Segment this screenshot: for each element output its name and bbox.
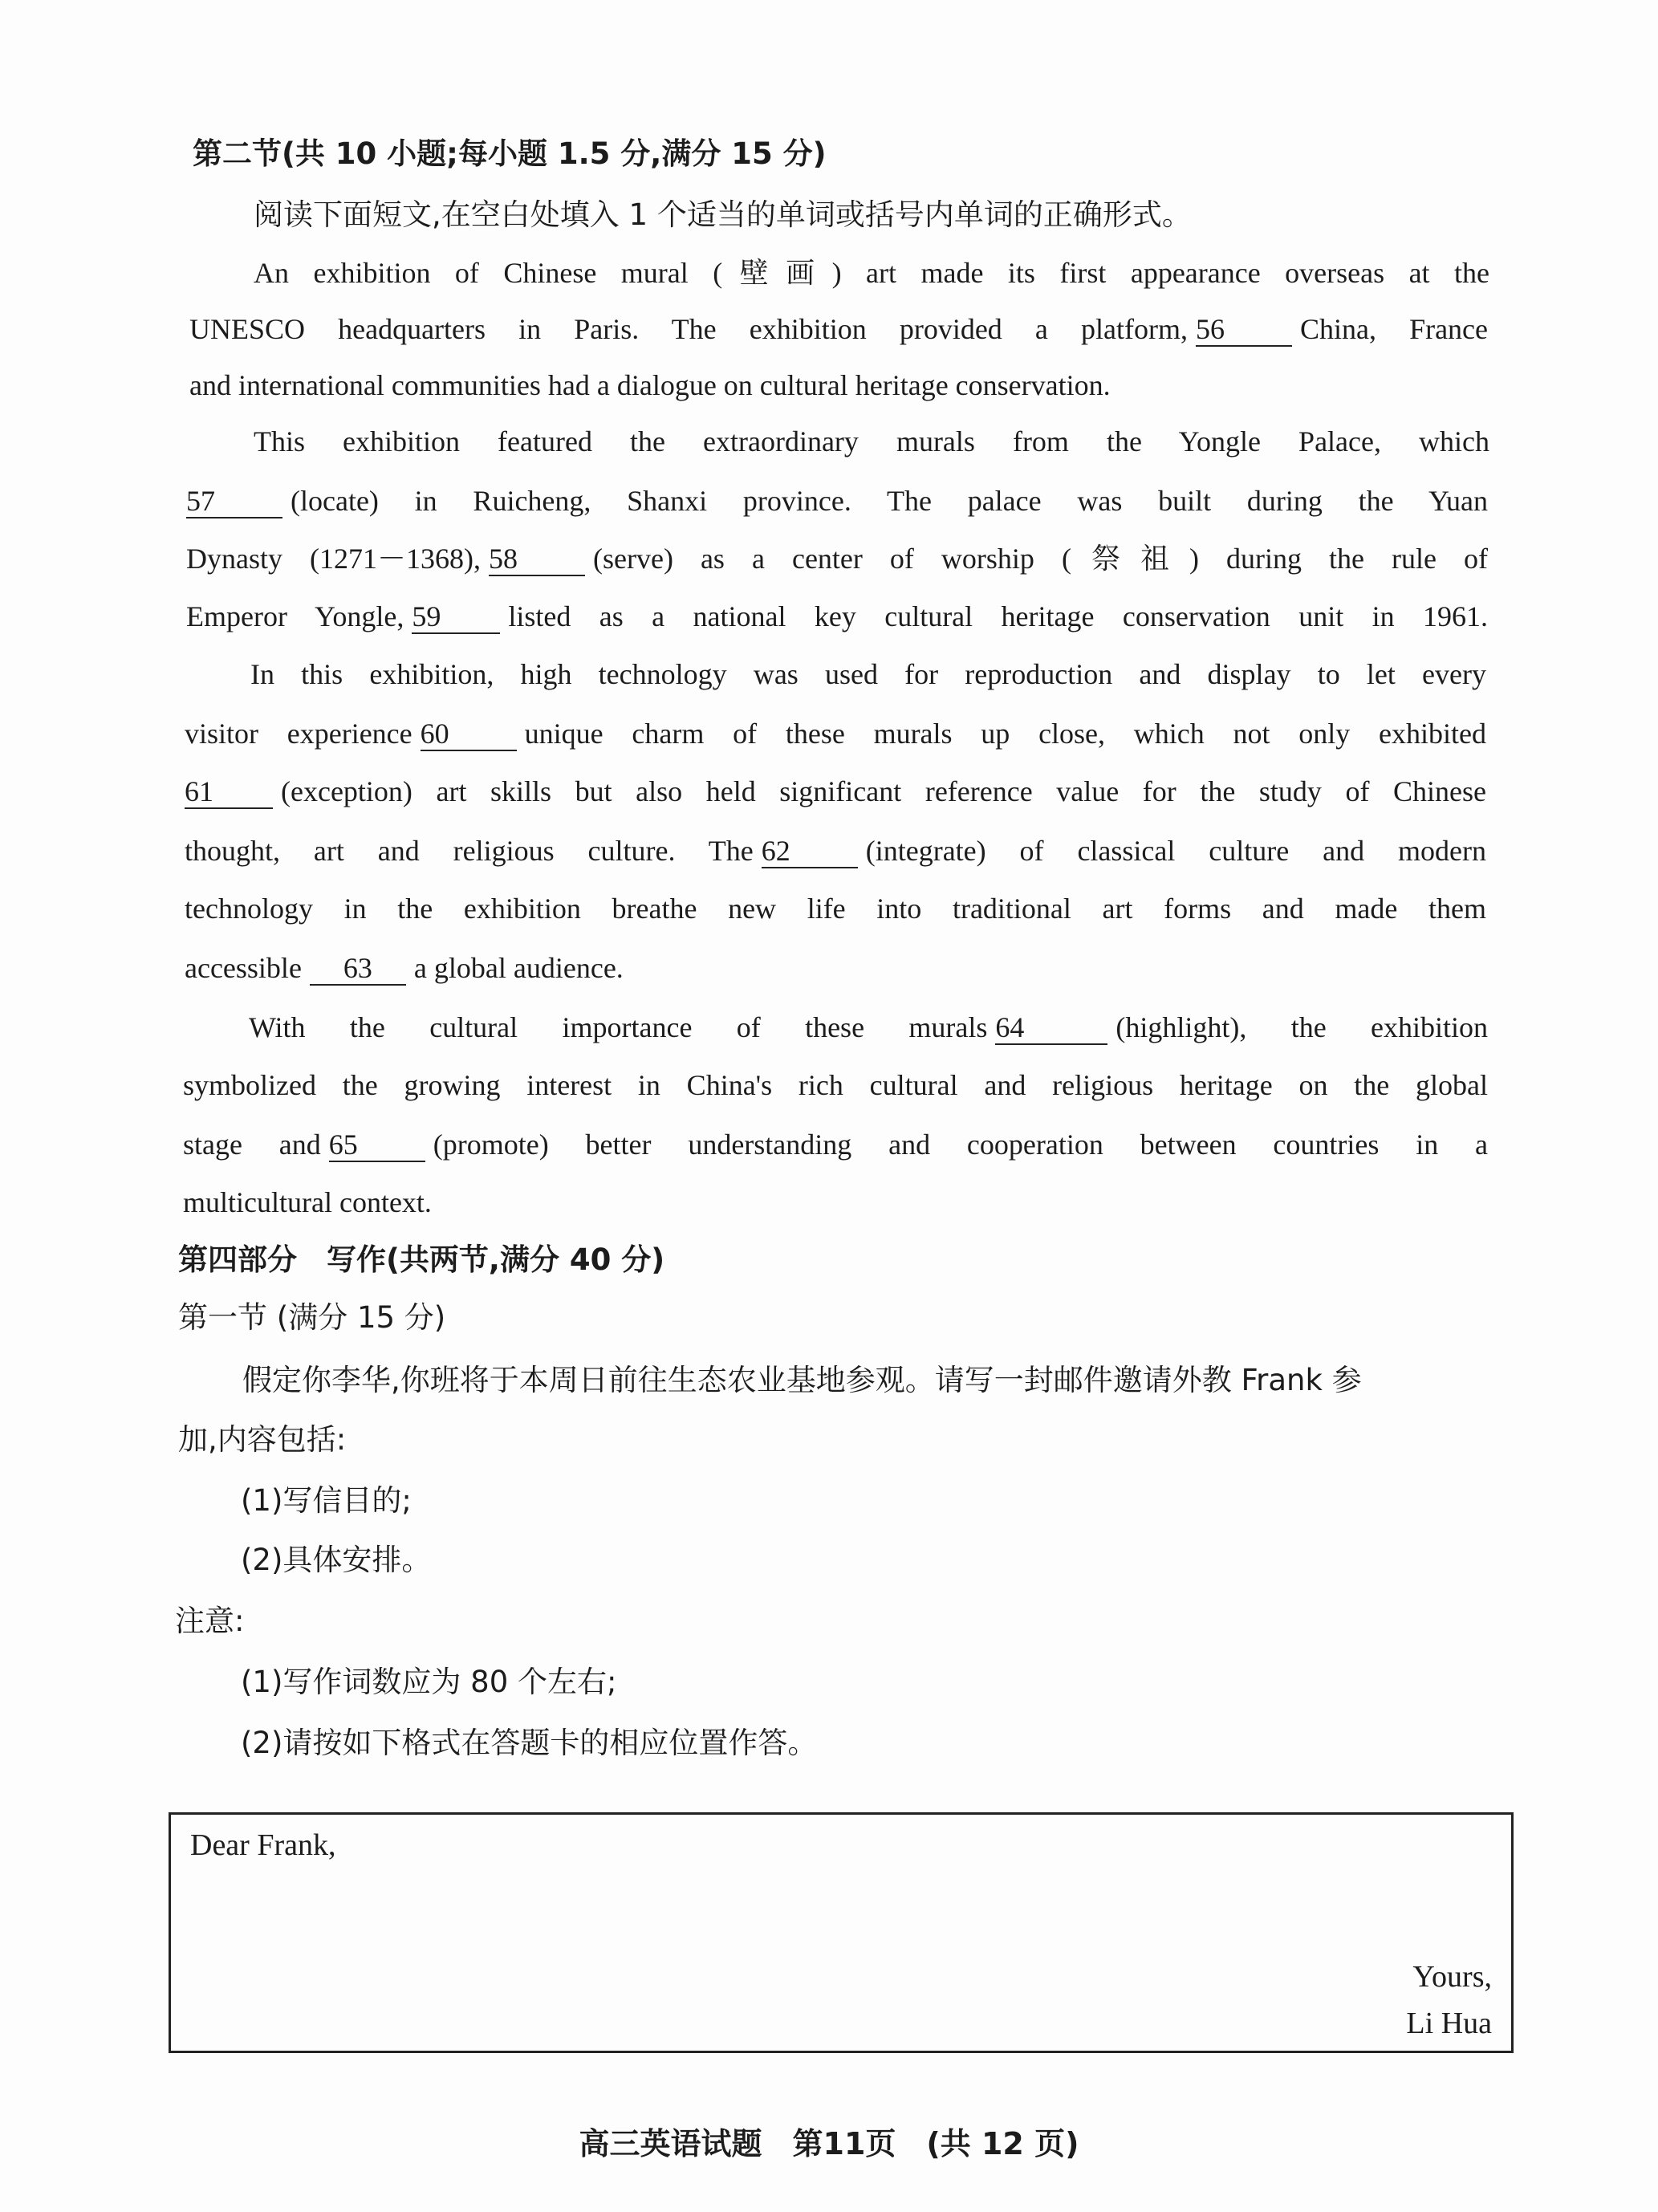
note-item: (2)请按如下格式在答题卡的相应位置作答。 [241, 1726, 818, 1760]
passage-line: Dynasty (1271－1368), 58 (serve) as a center of worship (祭祖) during the rule of [186, 543, 1489, 575]
subsection-heading: 第一节 (满分 15 分) [178, 1300, 446, 1335]
blank-56[interactable]: 56 [1196, 313, 1292, 347]
blank-61[interactable]: 61 [185, 775, 273, 809]
section-heading: 第二节(共 10 小题;每小题 1.5 分,满分 15 分) [193, 136, 827, 171]
passage-line: accessible 63 a global audience. [185, 952, 624, 984]
writing-prompt-line: 假定你李华,你班将于本周日前往生态农业基地参观。请写一封邮件邀请外教 Frank 参 [242, 1363, 1362, 1397]
passage-line: Emperor Yongle, 59 listed as a national key cultural heritage conservation unit in 1961. [186, 600, 1488, 632]
blank-64[interactable]: 64 [995, 1011, 1107, 1045]
letter-closing: Yours, [1412, 1960, 1492, 1994]
passage-line: This exhibition featured the extraordinary murals from the Yongle Palace, which [254, 425, 1489, 457]
passage-line: UNESCO headquarters in Paris. The exhibition provided a platform, 56 China, France [189, 313, 1489, 345]
prompt-item: (1)写信目的; [241, 1483, 412, 1518]
blank-58[interactable]: 58 [489, 543, 585, 576]
letter-signature: Li Hua [1406, 2007, 1492, 2040]
passage-line: 61 (exception) art skills but also held significant reference value for the study of Chinese [185, 775, 1486, 807]
blank-62[interactable]: 62 [762, 835, 858, 868]
passage-line: In this exhibition, high technology was used for reproduction and display to let every [250, 658, 1486, 690]
passage-line: An exhibition of Chinese mural (壁画) art made its first appearance overseas at the [254, 257, 1489, 289]
blank-57[interactable]: 57 [186, 485, 282, 518]
passage-line: technology in the exhibition breathe new life into traditional art forms and made them [185, 893, 1486, 925]
passage-line: multicultural context. [183, 1186, 432, 1218]
passage-line: visitor experience 60 unique charm of these murals up close, which not only exhibited [185, 718, 1487, 750]
letter-format-box [169, 1812, 1514, 2053]
passage-line: stage and 65 (promote) better understanding and cooperation between countries in a [183, 1128, 1489, 1161]
passage-line: With the cultural importance of these murals 64 (highlight), the exhibition [249, 1011, 1489, 1043]
prompt-item: (2)具体安排。 [241, 1543, 432, 1577]
passage-line: thought, art and religious culture. The 62 (integrate) of classical culture and modern [185, 835, 1486, 867]
note-label: 注意: [175, 1604, 245, 1638]
passage-line: symbolized the growing interest in China's rich cultural and religious heritage on the global [183, 1069, 1488, 1101]
writing-prompt-line: 加,内容包括: [178, 1422, 347, 1457]
passage-line: and international communities had a dialogue on cultural heritage conservation. [189, 369, 1111, 401]
note-item: (1)写作词数应为 80 个左右; [241, 1665, 617, 1699]
blank-65[interactable]: 65 [329, 1128, 425, 1162]
blank-60[interactable]: 60 [421, 718, 517, 751]
letter-salutation: Dear Frank, [190, 1828, 336, 1862]
passage-line: 57 (locate) in Ruicheng, Shanxi province. The palace was built during the Yuan [186, 485, 1488, 517]
part-heading: 第四部分 写作(共两节,满分 40 分) [178, 1242, 665, 1277]
page-footer: 高三英语试题 第11页 (共 12 页) [579, 2126, 1079, 2161]
blank-59[interactable]: 59 [412, 600, 500, 634]
section-instruction: 阅读下面短文,在空白处填入 1 个适当的单词或括号内单词的正确形式。 [254, 197, 1192, 232]
blank-63[interactable]: 63 [310, 952, 406, 986]
